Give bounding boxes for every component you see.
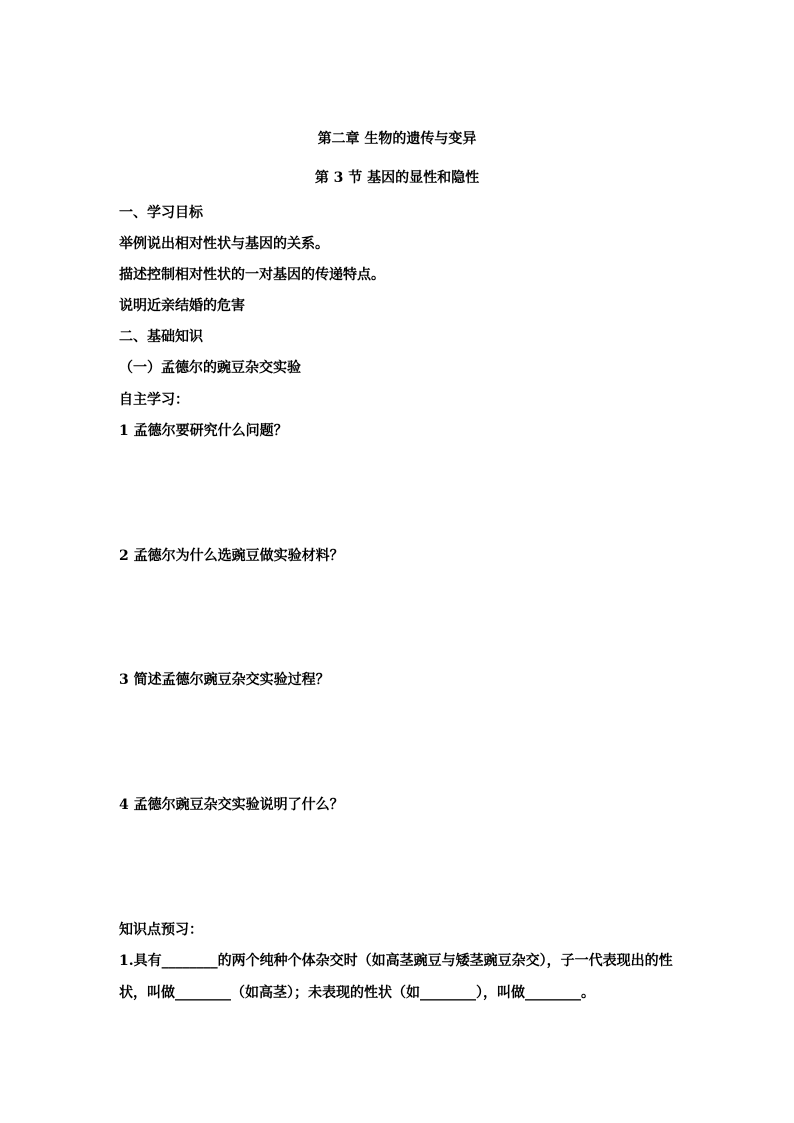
- question-4: 4 孟德尔豌豆杂交实验说明了什么？: [119, 797, 344, 813]
- preview-label: 知识点预习：: [119, 922, 203, 938]
- preview-line-2: 状，叫做________（如高茎）；未表现的性状（如________），叫做________。: [119, 985, 595, 1001]
- basics-heading: 二、基础知识: [119, 329, 203, 345]
- section-title: 第 3 节 基因的显性和隐性: [314, 170, 480, 186]
- basics-sub-heading: （一）孟德尔的豌豆杂交实验: [119, 360, 301, 376]
- question-1: 1 孟德尔要研究什么问题？: [119, 423, 288, 439]
- objectives-heading: 一、学习目标: [119, 205, 203, 221]
- objective-item: 说明近亲结婚的危害: [119, 298, 245, 314]
- self-study-label: 自主学习：: [119, 392, 189, 408]
- chapter-title: 第二章 生物的遗传与变异: [317, 131, 477, 147]
- question-2: 2 孟德尔为什么选豌豆做实验材料？: [119, 548, 344, 564]
- question-3: 3 简述孟德尔豌豆杂交实验过程？: [119, 672, 330, 688]
- objective-item: 描述控制相对性状的一对基因的传递特点。: [119, 267, 385, 283]
- preview-line-1: 1.具有________的两个纯种个体杂交时（如高茎豌豆与矮茎豌豆杂交），子一代表现出的性: [119, 953, 673, 969]
- objective-item: 举例说出相对性状与基因的关系。: [119, 236, 329, 252]
